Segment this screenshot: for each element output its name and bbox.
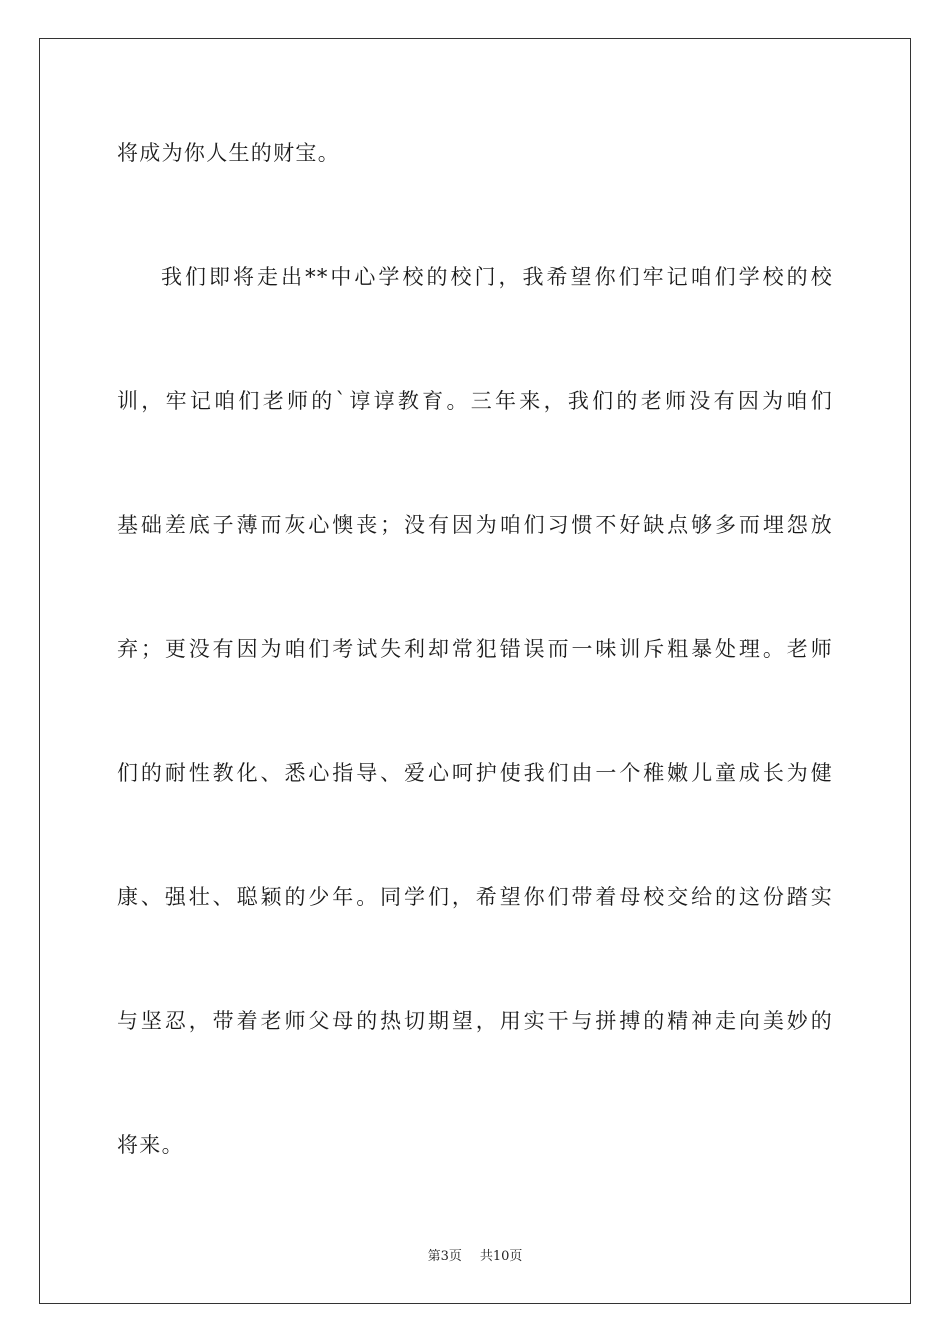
- paragraph-first-line: 我们即将走出**中心学校的校门，我希望你们牢记咱们学校的校: [161, 265, 833, 289]
- text-line: 将来。: [117, 1133, 184, 1157]
- text-line: 们的耐性教化、悉心指导、爱心呵护使我们由一个稚嫩儿童成长为健: [117, 761, 833, 785]
- text-line: 弃；更没有因为咱们考试失利却常犯错误而一味训斥粗暴处理。老师: [117, 637, 833, 661]
- text-line: 基础差底子薄而灰心懊丧；没有因为咱们习惯不好缺点够多而埋怨放: [117, 513, 833, 537]
- text-line: 康、强壮、聪颖的少年。同学们，希望你们带着母校交给的这份踏实: [117, 885, 833, 909]
- page-frame: [39, 38, 911, 1304]
- page-number: 第3页: [427, 1249, 462, 1264]
- text-line: 训，牢记咱们老师的`谆谆教育。三年来，我们的老师没有因为咱们: [117, 389, 833, 413]
- page-total: 共10页: [479, 1249, 523, 1264]
- text-line: 将成为你人生的财宝。: [117, 141, 340, 165]
- text-line: 与坚忍，带着老师父母的热切期望，用实干与拼搏的精神走向美妙的: [117, 1009, 833, 1033]
- page-footer: [0, 1248, 950, 1266]
